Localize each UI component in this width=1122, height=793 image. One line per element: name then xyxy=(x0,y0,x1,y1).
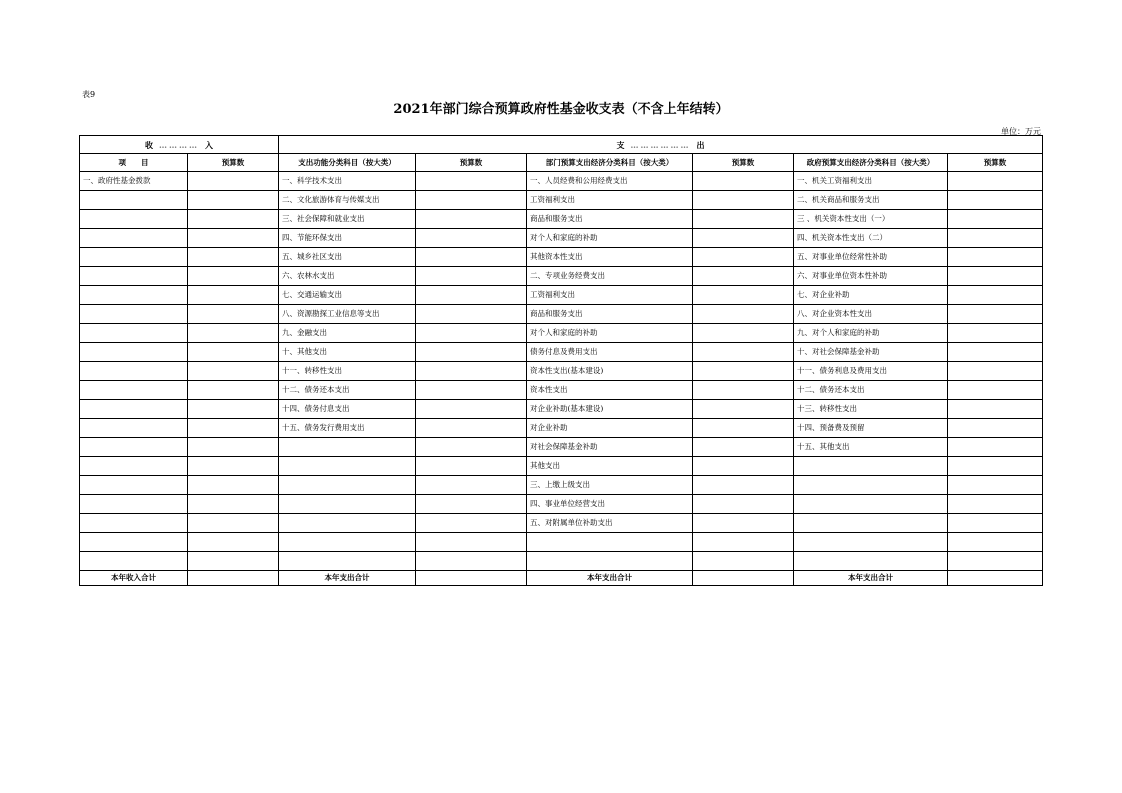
table-row xyxy=(80,438,1043,457)
cell-gov-budget xyxy=(948,419,1043,438)
cell-income-budget xyxy=(188,324,279,343)
cell-function-budget xyxy=(416,286,527,305)
cell-dept-budget xyxy=(693,495,794,514)
cell-dept-budget xyxy=(693,305,794,324)
cell-gov-budget xyxy=(948,552,1043,571)
cell-function-budget xyxy=(416,381,527,400)
cell-income-item xyxy=(80,191,188,210)
cell-income-item xyxy=(80,457,188,476)
table-row xyxy=(80,362,1043,381)
cell-function-item: 十二、债务还本支出 xyxy=(279,381,416,400)
cell-function-item xyxy=(279,438,416,457)
cell-dept-item: 资本性支出 xyxy=(527,381,693,400)
table-row xyxy=(80,343,1043,362)
cell-function-total-value xyxy=(416,571,527,586)
cell-dept-item: 商品和服务支出 xyxy=(527,305,693,324)
cell-dept-budget xyxy=(693,267,794,286)
cell-function-budget xyxy=(416,514,527,533)
budget-table xyxy=(79,135,1043,586)
cell-income-budget xyxy=(188,210,279,229)
cell-gov-item xyxy=(794,552,948,571)
cell-dept-budget xyxy=(693,362,794,381)
cell-function-budget xyxy=(416,400,527,419)
cell-gov-item xyxy=(794,514,948,533)
cell-dept-item: 工资福利支出 xyxy=(527,286,693,305)
cell-function-item: 十四、债务付息支出 xyxy=(279,400,416,419)
cell-income-item xyxy=(80,533,188,552)
cell-income-item xyxy=(80,210,188,229)
cell-gov-item: 十一、债务利息及费用支出 xyxy=(794,362,948,381)
cell-gov-budget xyxy=(948,286,1043,305)
cell-dept-item: 五、对附属单位补助支出 xyxy=(527,514,693,533)
cell-income-budget xyxy=(188,362,279,381)
cell-income-budget xyxy=(188,552,279,571)
cell-function-item: 六、农林水支出 xyxy=(279,267,416,286)
cell-function-item: 七、交通运输支出 xyxy=(279,286,416,305)
cell-gov-total: 本年支出合计 xyxy=(794,571,948,586)
total-row xyxy=(80,571,1043,586)
table-row xyxy=(80,172,1043,191)
cell-income-budget xyxy=(188,419,279,438)
header-function-class: 支出功能分类科目（按大类） xyxy=(279,154,416,172)
cell-gov-item xyxy=(794,476,948,495)
cell-gov-budget xyxy=(948,495,1043,514)
cell-dept-item: 对个人和家庭的补助 xyxy=(527,229,693,248)
cell-function-budget xyxy=(416,305,527,324)
table-row xyxy=(80,381,1043,400)
cell-dept-budget xyxy=(693,324,794,343)
cell-gov-item: 五、对事业单位经常性补助 xyxy=(794,248,948,267)
cell-function-budget xyxy=(416,476,527,495)
cell-income-total-value xyxy=(188,571,279,586)
cell-function-budget xyxy=(416,533,527,552)
table-row xyxy=(80,324,1043,343)
cell-income-item xyxy=(80,324,188,343)
table-row xyxy=(80,495,1043,514)
cell-income-budget xyxy=(188,172,279,191)
cell-gov-item xyxy=(794,457,948,476)
cell-income-budget xyxy=(188,533,279,552)
cell-gov-item: 一、机关工资福利支出 xyxy=(794,172,948,191)
cell-function-item: 一、科学技术支出 xyxy=(279,172,416,191)
table-row xyxy=(80,419,1043,438)
cell-dept-budget xyxy=(693,438,794,457)
income-section-header: 收 ………… 入 xyxy=(80,136,279,154)
table-row xyxy=(80,248,1043,267)
cell-gov-item: 六、对事业单位资本性补助 xyxy=(794,267,948,286)
cell-gov-budget xyxy=(948,514,1043,533)
cell-income-budget xyxy=(188,400,279,419)
cell-gov-budget xyxy=(948,362,1043,381)
cell-dept-budget xyxy=(693,248,794,267)
header-budget-function: 预算数 xyxy=(416,154,527,172)
cell-function-item: 十、其他支出 xyxy=(279,343,416,362)
cell-income-item xyxy=(80,495,188,514)
cell-income-budget xyxy=(188,381,279,400)
cell-dept-budget xyxy=(693,476,794,495)
cell-gov-item: 十三、转移性支出 xyxy=(794,400,948,419)
cell-dept-item: 对企业补助 xyxy=(527,419,693,438)
column-header-row xyxy=(80,154,1043,172)
cell-gov-item: 十二、债务还本支出 xyxy=(794,381,948,400)
table-row xyxy=(80,533,1043,552)
cell-gov-budget xyxy=(948,457,1043,476)
cell-function-budget xyxy=(416,457,527,476)
cell-dept-item: 商品和服务支出 xyxy=(527,210,693,229)
cell-gov-budget xyxy=(948,172,1043,191)
table-row xyxy=(80,267,1043,286)
cell-dept-item: 资本性支出(基本建设) xyxy=(527,362,693,381)
unit-label: 单位：万元 xyxy=(1001,127,1041,136)
cell-income-budget xyxy=(188,438,279,457)
cell-income-item xyxy=(80,305,188,324)
cell-gov-item: 十、对社会保障基金补助 xyxy=(794,343,948,362)
cell-dept-item: 一、人员经费和公用经费支出 xyxy=(527,172,693,191)
cell-income-item xyxy=(80,267,188,286)
cell-income-budget xyxy=(188,229,279,248)
cell-gov-item: 八、对企业资本性支出 xyxy=(794,305,948,324)
cell-dept-item: 债务付息及费用支出 xyxy=(527,343,693,362)
cell-function-item xyxy=(279,533,416,552)
cell-function-budget xyxy=(416,267,527,286)
cell-gov-budget xyxy=(948,343,1043,362)
cell-income-item xyxy=(80,514,188,533)
cell-income-item xyxy=(80,229,188,248)
table-number: 表9 xyxy=(82,90,96,99)
cell-dept-item: 对企业补助(基本建设) xyxy=(527,400,693,419)
cell-dept-item: 对个人和家庭的补助 xyxy=(527,324,693,343)
cell-dept-budget xyxy=(693,381,794,400)
cell-income-item xyxy=(80,438,188,457)
table-row xyxy=(80,210,1043,229)
cell-function-item xyxy=(279,457,416,476)
cell-gov-item: 二、机关商品和服务支出 xyxy=(794,191,948,210)
cell-function-item xyxy=(279,514,416,533)
cell-gov-item: 七、对企业补助 xyxy=(794,286,948,305)
table-row xyxy=(80,476,1043,495)
cell-function-budget xyxy=(416,210,527,229)
cell-gov-budget xyxy=(948,381,1043,400)
cell-gov-budget xyxy=(948,210,1043,229)
cell-function-item xyxy=(279,495,416,514)
cell-gov-budget xyxy=(948,438,1043,457)
header-gov-economic-class: 政府预算支出经济分类科目（按大类） xyxy=(794,154,948,172)
cell-gov-budget xyxy=(948,476,1043,495)
cell-dept-item: 工资福利支出 xyxy=(527,191,693,210)
cell-dept-budget xyxy=(693,400,794,419)
cell-dept-budget xyxy=(693,457,794,476)
cell-dept-budget xyxy=(693,191,794,210)
cell-function-item: 九、金融支出 xyxy=(279,324,416,343)
section-header-row xyxy=(80,136,1043,154)
cell-gov-total-value xyxy=(948,571,1043,586)
cell-dept-item: 对社会保障基金补助 xyxy=(527,438,693,457)
cell-function-budget xyxy=(416,343,527,362)
cell-gov-item: 九、对个人和家庭的补助 xyxy=(794,324,948,343)
cell-income-item xyxy=(80,343,188,362)
header-budget-income: 预算数 xyxy=(188,154,279,172)
cell-gov-item: 三 、机关资本性支出（一） xyxy=(794,210,948,229)
cell-gov-item: 十四、预备费及预留 xyxy=(794,419,948,438)
cell-gov-budget xyxy=(948,400,1043,419)
cell-function-item xyxy=(279,476,416,495)
cell-function-item: 二、文化旅游体育与传媒支出 xyxy=(279,191,416,210)
page-title: 2021年部门综合预算政府性基金收支表（不含上年结转） xyxy=(393,102,729,117)
cell-income-item xyxy=(80,400,188,419)
cell-dept-item xyxy=(527,552,693,571)
cell-income-item xyxy=(80,476,188,495)
cell-income-item xyxy=(80,552,188,571)
cell-function-budget xyxy=(416,191,527,210)
header-item: 项 目 xyxy=(80,154,188,172)
cell-income-budget xyxy=(188,191,279,210)
cell-function-budget xyxy=(416,438,527,457)
cell-function-item: 八、资源勘探工业信息等支出 xyxy=(279,305,416,324)
cell-function-budget xyxy=(416,248,527,267)
header-dept-economic-class: 部门预算支出经济分类科目（按大类） xyxy=(527,154,693,172)
table-row xyxy=(80,457,1043,476)
cell-income-budget xyxy=(188,248,279,267)
cell-income-budget xyxy=(188,495,279,514)
cell-dept-budget xyxy=(693,419,794,438)
cell-dept-total-value xyxy=(693,571,794,586)
header-budget-gov: 预算数 xyxy=(948,154,1043,172)
cell-income-total: 本年收入合计 xyxy=(80,571,188,586)
cell-function-budget xyxy=(416,552,527,571)
cell-gov-budget xyxy=(948,324,1043,343)
cell-function-budget xyxy=(416,229,527,248)
cell-income-budget xyxy=(188,457,279,476)
cell-gov-item: 四、机关资本性支出（二） xyxy=(794,229,948,248)
cell-income-budget xyxy=(188,267,279,286)
cell-function-item: 十五、债务发行费用支出 xyxy=(279,419,416,438)
header-budget-dept: 预算数 xyxy=(693,154,794,172)
table-row xyxy=(80,229,1043,248)
cell-function-budget xyxy=(416,172,527,191)
table-row xyxy=(80,305,1043,324)
cell-dept-budget xyxy=(693,172,794,191)
table-row xyxy=(80,400,1043,419)
cell-gov-budget xyxy=(948,305,1043,324)
cell-function-total: 本年支出合计 xyxy=(279,571,416,586)
cell-gov-budget xyxy=(948,533,1043,552)
cell-dept-budget xyxy=(693,514,794,533)
cell-income-budget xyxy=(188,476,279,495)
cell-income-budget xyxy=(188,343,279,362)
cell-dept-budget xyxy=(693,343,794,362)
cell-function-item: 五、城乡社区支出 xyxy=(279,248,416,267)
cell-function-budget xyxy=(416,495,527,514)
cell-dept-budget xyxy=(693,552,794,571)
cell-income-budget xyxy=(188,286,279,305)
cell-income-item xyxy=(80,286,188,305)
cell-gov-budget xyxy=(948,229,1043,248)
cell-gov-item xyxy=(794,533,948,552)
cell-dept-item: 其他资本性支出 xyxy=(527,248,693,267)
cell-function-budget xyxy=(416,419,527,438)
cell-dept-budget xyxy=(693,210,794,229)
cell-gov-budget xyxy=(948,248,1043,267)
cell-income-item xyxy=(80,381,188,400)
cell-income-budget xyxy=(188,514,279,533)
table-row xyxy=(80,514,1043,533)
table-row xyxy=(80,191,1043,210)
cell-dept-item: 三、上缴上级支出 xyxy=(527,476,693,495)
cell-dept-budget xyxy=(693,533,794,552)
cell-dept-total: 本年支出合计 xyxy=(527,571,693,586)
cell-dept-item xyxy=(527,533,693,552)
cell-dept-item: 其他支出 xyxy=(527,457,693,476)
cell-income-item: 一、政府性基金拨款 xyxy=(80,172,188,191)
cell-income-item xyxy=(80,419,188,438)
expense-section-header: 支 ……………… 出 xyxy=(279,136,1043,154)
cell-gov-item xyxy=(794,495,948,514)
table-row xyxy=(80,286,1043,305)
cell-dept-item: 二、专项业务经费支出 xyxy=(527,267,693,286)
table-row xyxy=(80,552,1043,571)
cell-income-budget xyxy=(188,305,279,324)
cell-function-item: 四、节能环保支出 xyxy=(279,229,416,248)
cell-function-budget xyxy=(416,324,527,343)
cell-dept-budget xyxy=(693,229,794,248)
cell-function-item xyxy=(279,552,416,571)
cell-gov-item: 十五、其他支出 xyxy=(794,438,948,457)
cell-dept-budget xyxy=(693,286,794,305)
cell-income-item xyxy=(80,362,188,381)
cell-dept-item: 四、事业单位经营支出 xyxy=(527,495,693,514)
cell-gov-budget xyxy=(948,191,1043,210)
cell-function-item: 十一、转移性支出 xyxy=(279,362,416,381)
cell-function-item: 三、社会保障和就业支出 xyxy=(279,210,416,229)
cell-gov-budget xyxy=(948,267,1043,286)
cell-function-budget xyxy=(416,362,527,381)
cell-income-item xyxy=(80,248,188,267)
